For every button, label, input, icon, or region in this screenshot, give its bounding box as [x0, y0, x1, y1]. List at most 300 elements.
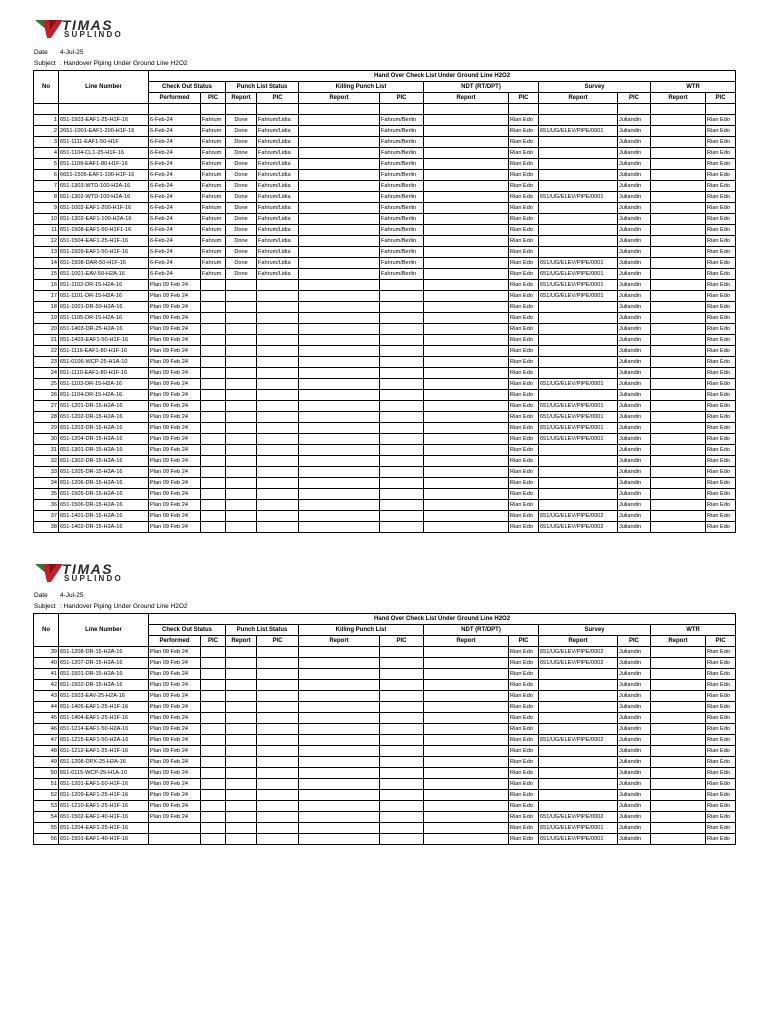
sub-header-performed: Performed — [149, 636, 201, 647]
cell-punch-report — [226, 368, 257, 379]
cell-killing-report — [299, 335, 380, 346]
wtr-header: WTR — [651, 82, 736, 93]
cell-killing-report — [299, 225, 380, 236]
cell-wtr-report — [651, 801, 706, 812]
cell-punch-pic — [257, 379, 299, 390]
cell-checkout-pic — [201, 478, 226, 489]
cell-wtr-report — [651, 812, 706, 823]
cell-punch-pic — [257, 702, 299, 713]
cell-punch-report: Done — [226, 148, 257, 159]
handover-table — [33, 613, 736, 845]
cell-no: 22 — [34, 346, 59, 357]
cell-survey-pic: Juliandin — [618, 456, 651, 467]
cell-ndt-pic: Rian Edo — [509, 500, 539, 511]
cell-wtr-report — [651, 779, 706, 790]
cell-survey-report: 651/UG/ELEV/PIPE/0001 — [539, 269, 618, 280]
cell-checkout-pic — [201, 434, 226, 445]
cell-killing-report — [299, 735, 380, 746]
table-row — [34, 412, 736, 423]
cell-killing-pic — [380, 335, 424, 346]
cell-no: 54 — [34, 812, 59, 823]
cell-survey-pic: Juliandin — [618, 691, 651, 702]
cell-survey-pic: Juliandin — [618, 724, 651, 735]
cell-punch-report — [226, 746, 257, 757]
cell-punch-report: Done — [226, 203, 257, 214]
cell-killing-report — [299, 823, 380, 834]
cell-checkout-pic — [201, 346, 226, 357]
cell-ndt-report — [424, 702, 509, 713]
cell-punch-pic — [257, 680, 299, 691]
cell-punch-report: Done — [226, 192, 257, 203]
check-out-status-header: Check Out Status — [149, 82, 226, 93]
cell-punch-pic — [257, 691, 299, 702]
cell-ndt-report — [424, 647, 509, 658]
cell-survey-report: 651/UG/ELEV/PIPE/0001 — [539, 291, 618, 302]
cell-ndt-report — [424, 445, 509, 456]
cell-ndt-report — [424, 768, 509, 779]
cell-wtr-pic: Rian Edo — [706, 812, 736, 823]
cell-survey-report: 651/UG/ELEV/PIPE/0001 — [539, 823, 618, 834]
cell-checkout-pic — [201, 313, 226, 324]
cell-survey-report: 651/UG/ELEV/PIPE/0001 — [539, 412, 618, 423]
cell-wtr-pic: Rian Edo — [706, 823, 736, 834]
cell-checkout-pic — [201, 379, 226, 390]
cell-punch-pic — [257, 647, 299, 658]
sub-header-report: Report — [539, 636, 618, 647]
cell-wtr-pic: Rian Edo — [706, 324, 736, 335]
cell-killing-pic — [380, 823, 424, 834]
cell-checkout-performed: 6-Feb-24 — [149, 181, 201, 192]
cell-wtr-pic: Rian Edo — [706, 390, 736, 401]
cell-checkout-performed: 6-Feb-24 — [149, 225, 201, 236]
cell-line-number: 651-1215-EAF1-50-H2A-16 — [59, 735, 149, 746]
cell-survey-report — [539, 779, 618, 790]
cell-killing-pic — [380, 768, 424, 779]
cell-survey-pic: Juliandin — [618, 702, 651, 713]
cell-checkout-pic: Fahrum — [201, 159, 226, 170]
cell-punch-report: Done — [226, 115, 257, 126]
cell-no: 48 — [34, 746, 59, 757]
cell-checkout-pic — [201, 511, 226, 522]
cell-ndt-pic: Rian Edo — [509, 335, 539, 346]
cell-ndt-report — [424, 423, 509, 434]
cell-checkout-performed: Plan 09 Feb 24 — [149, 467, 201, 478]
cell-survey-pic: Juliandin — [618, 500, 651, 511]
sub-header-report: Report — [651, 93, 706, 104]
subject-label: Subject — [34, 603, 56, 610]
cell-killing-pic: Fahrum/Berlin — [380, 214, 424, 225]
cell-wtr-report — [651, 115, 706, 126]
cell-survey-pic: Juliandin — [618, 423, 651, 434]
cell-ndt-pic: Rian Edo — [509, 834, 539, 845]
cell-survey-report: 651/UG/ELEV/PIPE/0001 — [539, 258, 618, 269]
cell-checkout-performed: Plan 09 Feb 24 — [149, 335, 201, 346]
cell-checkout-pic: Fahrum — [201, 148, 226, 159]
cell-punch-pic: Fahrum/Lidia — [257, 203, 299, 214]
cell-survey-pic: Juliandin — [618, 522, 651, 533]
cell-ndt-pic: Rian Edo — [509, 456, 539, 467]
cell-wtr-report — [651, 434, 706, 445]
cell-wtr-report — [651, 702, 706, 713]
cell-wtr-pic: Rian Edo — [706, 669, 736, 680]
cell-ndt-pic: Rian Edo — [509, 445, 539, 456]
cell-punch-report — [226, 669, 257, 680]
cell-survey-report — [539, 456, 618, 467]
cell-checkout-pic — [201, 790, 226, 801]
cell-killing-report — [299, 691, 380, 702]
cell-killing-report — [299, 790, 380, 801]
cell-checkout-performed: 6-Feb-24 — [149, 214, 201, 225]
cell-wtr-report — [651, 225, 706, 236]
cell-wtr-report — [651, 126, 706, 137]
cell-killing-pic — [380, 390, 424, 401]
cell-checkout-pic — [201, 735, 226, 746]
cell-punch-report — [226, 500, 257, 511]
cell-wtr-pic: Rian Edo — [706, 335, 736, 346]
cell-punch-pic — [257, 357, 299, 368]
cell-killing-pic — [380, 691, 424, 702]
cell-killing-pic — [380, 522, 424, 533]
empty-cell — [380, 104, 424, 115]
cell-ndt-report — [424, 812, 509, 823]
table-row — [34, 724, 736, 735]
cell-no: 29 — [34, 423, 59, 434]
cell-killing-report — [299, 478, 380, 489]
subject-label: Subject — [34, 60, 56, 67]
cell-wtr-report — [651, 834, 706, 845]
sub-header-pic: PIC — [380, 93, 424, 104]
cell-survey-report — [539, 467, 618, 478]
cell-killing-report — [299, 713, 380, 724]
cell-killing-report — [299, 236, 380, 247]
sub-header-pic: PIC — [257, 636, 299, 647]
cell-line-number: 651-1212-EAF1-25-H1F-16 — [59, 746, 149, 757]
cell-ndt-report — [424, 313, 509, 324]
cell-checkout-performed: Plan 09 Feb 24 — [149, 522, 201, 533]
cell-line-number: 651-0106-WCP-25-H1A-10 — [59, 357, 149, 368]
cell-wtr-pic: Rian Edo — [706, 269, 736, 280]
cell-line-number: 651-1203-DR-15-H2A-16 — [59, 423, 149, 434]
date-label: Date — [34, 49, 48, 56]
cell-punch-pic: Fahrum/Lidia — [257, 137, 299, 148]
cell-killing-report — [299, 467, 380, 478]
cell-punch-report: Done — [226, 236, 257, 247]
table-row — [34, 757, 736, 768]
cell-line-number: 651-1503-EAF1-25-H1F-16 — [59, 115, 149, 126]
cell-wtr-pic: Rian Edo — [706, 500, 736, 511]
col-line-number-header: Line Number — [59, 71, 149, 104]
survey-header: Survey — [539, 82, 651, 93]
cell-no: 19 — [34, 313, 59, 324]
cell-ndt-pic: Rian Edo — [509, 379, 539, 390]
cell-line-number: 651-1101-DR-15-H2A-16 — [59, 291, 149, 302]
cell-wtr-pic: Rian Edo — [706, 192, 736, 203]
logo-subtitle: SUPLINDO — [64, 574, 123, 583]
cell-punch-report — [226, 724, 257, 735]
cell-killing-pic: Fahrum/Berlin — [380, 148, 424, 159]
cell-line-number: 651-1508-EAF1-50-H1F1-16 — [59, 225, 149, 236]
cell-survey-pic: Juliandin — [618, 379, 651, 390]
cell-wtr-report — [651, 757, 706, 768]
cell-punch-report: Done — [226, 181, 257, 192]
table-row — [34, 823, 736, 834]
cell-killing-report — [299, 181, 380, 192]
cell-survey-pic: Juliandin — [618, 346, 651, 357]
table-row — [34, 148, 736, 159]
cell-punch-report — [226, 658, 257, 669]
sub-header-pic: PIC — [618, 636, 651, 647]
cell-killing-report — [299, 680, 380, 691]
cell-ndt-pic: Rian Edo — [509, 346, 539, 357]
cell-line-number: 651-1110-EAF1-80-H1F-16 — [59, 368, 149, 379]
cell-wtr-report — [651, 713, 706, 724]
table-row — [34, 346, 736, 357]
cell-killing-report — [299, 346, 380, 357]
cell-survey-report — [539, 225, 618, 236]
cell-line-number: 651-1201-EAF1-50-H1F-16 — [59, 779, 149, 790]
cell-survey-report — [539, 159, 618, 170]
cell-killing-pic — [380, 346, 424, 357]
cell-checkout-performed: Plan 09 Feb 24 — [149, 768, 201, 779]
cell-wtr-report — [651, 170, 706, 181]
cell-ndt-report — [424, 368, 509, 379]
cell-punch-report — [226, 779, 257, 790]
company-logo — [35, 562, 130, 592]
cell-wtr-report — [651, 247, 706, 258]
cell-punch-pic — [257, 713, 299, 724]
col-line-number-header: Line Number — [59, 614, 149, 647]
cell-killing-report — [299, 258, 380, 269]
cell-ndt-report — [424, 456, 509, 467]
cell-ndt-pic: Rian Edo — [509, 467, 539, 478]
cell-ndt-report — [424, 225, 509, 236]
cell-checkout-performed: Plan 09 Feb 24 — [149, 390, 201, 401]
cell-wtr-report — [651, 445, 706, 456]
table-row — [34, 390, 736, 401]
cell-ndt-report — [424, 412, 509, 423]
table-row — [34, 801, 736, 812]
cell-punch-pic — [257, 724, 299, 735]
cell-ndt-pic: Rian Edo — [509, 258, 539, 269]
cell-ndt-report — [424, 680, 509, 691]
cell-survey-report: 651/UG/ELEV/PIPE/0001 — [539, 401, 618, 412]
cell-no: 49 — [34, 757, 59, 768]
cell-wtr-report — [651, 401, 706, 412]
cell-ndt-pic: Rian Edo — [509, 192, 539, 203]
cell-line-number: 651-1504-EAF1-25-H1F-16 — [59, 236, 149, 247]
cell-ndt-pic: Rian Edo — [509, 801, 539, 812]
cell-punch-report — [226, 379, 257, 390]
cell-killing-pic — [380, 669, 424, 680]
cell-ndt-pic: Rian Edo — [509, 137, 539, 148]
cell-line-number: 651-1302-WTD-100-H2A-16 — [59, 192, 149, 203]
cell-wtr-report — [651, 500, 706, 511]
cell-killing-report — [299, 214, 380, 225]
cell-punch-pic — [257, 834, 299, 845]
cell-wtr-pic: Rian Edo — [706, 236, 736, 247]
cell-wtr-report — [651, 357, 706, 368]
cell-ndt-report — [424, 669, 509, 680]
cell-wtr-report — [651, 280, 706, 291]
table-row — [34, 456, 736, 467]
cell-checkout-pic — [201, 801, 226, 812]
cell-ndt-pic: Rian Edo — [509, 768, 539, 779]
cell-punch-pic — [257, 779, 299, 790]
cell-punch-report — [226, 335, 257, 346]
cell-ndt-pic: Rian Edo — [509, 691, 539, 702]
cell-killing-pic — [380, 500, 424, 511]
cell-checkout-pic — [201, 522, 226, 533]
cell-ndt-report — [424, 658, 509, 669]
cell-survey-report: 651/UG/ELEV/PIPE/0001 — [539, 423, 618, 434]
cell-punch-report — [226, 302, 257, 313]
cell-punch-pic — [257, 434, 299, 445]
cell-killing-pic: Fahrum/Berlin — [380, 236, 424, 247]
cell-ndt-report — [424, 159, 509, 170]
cell-punch-report — [226, 291, 257, 302]
cell-survey-pic: Juliandin — [618, 434, 651, 445]
cell-killing-report — [299, 779, 380, 790]
cell-checkout-performed: Plan 09 Feb 24 — [149, 702, 201, 713]
cell-ndt-pic: Rian Edo — [509, 713, 539, 724]
cell-punch-pic — [257, 390, 299, 401]
cell-ndt-pic: Rian Edo — [509, 170, 539, 181]
table-row — [34, 423, 736, 434]
cell-survey-pic: Juliandin — [618, 757, 651, 768]
cell-wtr-pic: Rian Edo — [706, 658, 736, 669]
cell-ndt-report — [424, 724, 509, 735]
cell-killing-pic: Fahrum/Berlin — [380, 192, 424, 203]
cell-killing-report — [299, 500, 380, 511]
cell-line-number: 651-1109-EAF1-80-H1F-16 — [59, 159, 149, 170]
cell-no: 38 — [34, 522, 59, 533]
cell-wtr-pic: Rian Edo — [706, 790, 736, 801]
cell-survey-report — [539, 489, 618, 500]
cell-punch-pic: Fahrum/Lidia — [257, 247, 299, 258]
cell-punch-report — [226, 478, 257, 489]
cell-ndt-pic: Rian Edo — [509, 724, 539, 735]
cell-survey-report — [539, 203, 618, 214]
punch-list-status-header: Punch List Status — [226, 625, 299, 636]
sub-header-pic: PIC — [201, 93, 226, 104]
cell-killing-pic: Fahrum/Berlin — [380, 170, 424, 181]
cell-wtr-report — [651, 214, 706, 225]
cell-no: 37 — [34, 511, 59, 522]
cell-no: 36 — [34, 500, 59, 511]
cell-survey-pic: Juliandin — [618, 647, 651, 658]
cell-ndt-report — [424, 401, 509, 412]
cell-ndt-report — [424, 467, 509, 478]
date-value: 4-Jul-25 — [60, 49, 84, 56]
col-no-header: No — [34, 614, 59, 647]
cell-checkout-performed: Plan 09 Feb 24 — [149, 368, 201, 379]
cell-killing-report — [299, 390, 380, 401]
cell-survey-pic: Juliandin — [618, 511, 651, 522]
cell-ndt-report — [424, 236, 509, 247]
cell-wtr-pic: Rian Edo — [706, 346, 736, 357]
cell-wtr-report — [651, 691, 706, 702]
cell-survey-pic: Juliandin — [618, 335, 651, 346]
empty-cell — [59, 104, 149, 115]
cell-ndt-pic: Rian Edo — [509, 423, 539, 434]
cell-no: 16 — [34, 280, 59, 291]
cell-checkout-performed: Plan 09 Feb 24 — [149, 511, 201, 522]
cell-wtr-report — [651, 390, 706, 401]
cell-wtr-report — [651, 302, 706, 313]
cell-checkout-performed: 6-Feb-24 — [149, 115, 201, 126]
cell-ndt-report — [424, 823, 509, 834]
cell-checkout-pic — [201, 658, 226, 669]
cell-checkout-performed: 6-Feb-24 — [149, 192, 201, 203]
cell-ndt-pic: Rian Edo — [509, 291, 539, 302]
cell-checkout-performed: 6-Feb-24 — [149, 269, 201, 280]
cell-checkout-pic — [201, 680, 226, 691]
cell-wtr-report — [651, 478, 706, 489]
cell-ndt-report — [424, 511, 509, 522]
cell-no: 31 — [34, 445, 59, 456]
cell-no: 43 — [34, 691, 59, 702]
cell-punch-pic: Fahrum/Lidia — [257, 258, 299, 269]
cell-killing-report — [299, 522, 380, 533]
cell-killing-pic — [380, 280, 424, 291]
cell-wtr-report — [651, 324, 706, 335]
cell-line-number: 651-1207-DR-15-H2A-16 — [59, 658, 149, 669]
cell-checkout-pic: Fahrum — [201, 247, 226, 258]
cell-punch-pic — [257, 757, 299, 768]
cell-killing-pic — [380, 647, 424, 658]
cell-wtr-pic: Rian Edo — [706, 258, 736, 269]
cell-survey-pic: Juliandin — [618, 214, 651, 225]
cell-wtr-report — [651, 456, 706, 467]
cell-line-number: 6651-1505-EAF1-100-H1F-16 — [59, 170, 149, 181]
cell-line-number: 651-1302-EAF1-100-H2A-16 — [59, 214, 149, 225]
cell-punch-report — [226, 801, 257, 812]
cell-wtr-pic: Rian Edo — [706, 379, 736, 390]
cell-wtr-pic: Rian Edo — [706, 691, 736, 702]
group-title: Hand Over Check List Under Ground Line H2O2 — [149, 614, 736, 625]
cell-ndt-pic: Rian Edo — [509, 434, 539, 445]
cell-checkout-pic — [201, 834, 226, 845]
cell-checkout-performed: Plan 09 Feb 24 — [149, 680, 201, 691]
cell-line-number: 651-1204-EAF1-25-H1F-16 — [59, 823, 149, 834]
cell-ndt-report — [424, 324, 509, 335]
cell-punch-pic — [257, 412, 299, 423]
cell-no: 1 — [34, 115, 59, 126]
sub-header-report: Report — [226, 636, 257, 647]
empty-cell — [706, 104, 736, 115]
cell-wtr-pic: Rian Edo — [706, 357, 736, 368]
cell-survey-pic: Juliandin — [618, 192, 651, 203]
cell-no: 55 — [34, 823, 59, 834]
cell-survey-report — [539, 801, 618, 812]
cell-punch-report: Done — [226, 170, 257, 181]
cell-punch-report — [226, 423, 257, 434]
cell-no: 2 — [34, 126, 59, 137]
table-row — [34, 324, 736, 335]
cell-punch-report — [226, 812, 257, 823]
cell-no: 44 — [34, 702, 59, 713]
cell-checkout-performed — [149, 834, 201, 845]
cell-ndt-pic: Rian Edo — [509, 225, 539, 236]
cell-wtr-pic: Rian Edo — [706, 445, 736, 456]
cell-punch-pic: Fahrum/Lidia — [257, 115, 299, 126]
cell-wtr-pic: Rian Edo — [706, 159, 736, 170]
cell-no: 41 — [34, 669, 59, 680]
cell-no: 50 — [34, 768, 59, 779]
cell-wtr-pic: Rian Edo — [706, 368, 736, 379]
cell-punch-pic: Fahrum/Lidia — [257, 225, 299, 236]
cell-wtr-report — [651, 823, 706, 834]
